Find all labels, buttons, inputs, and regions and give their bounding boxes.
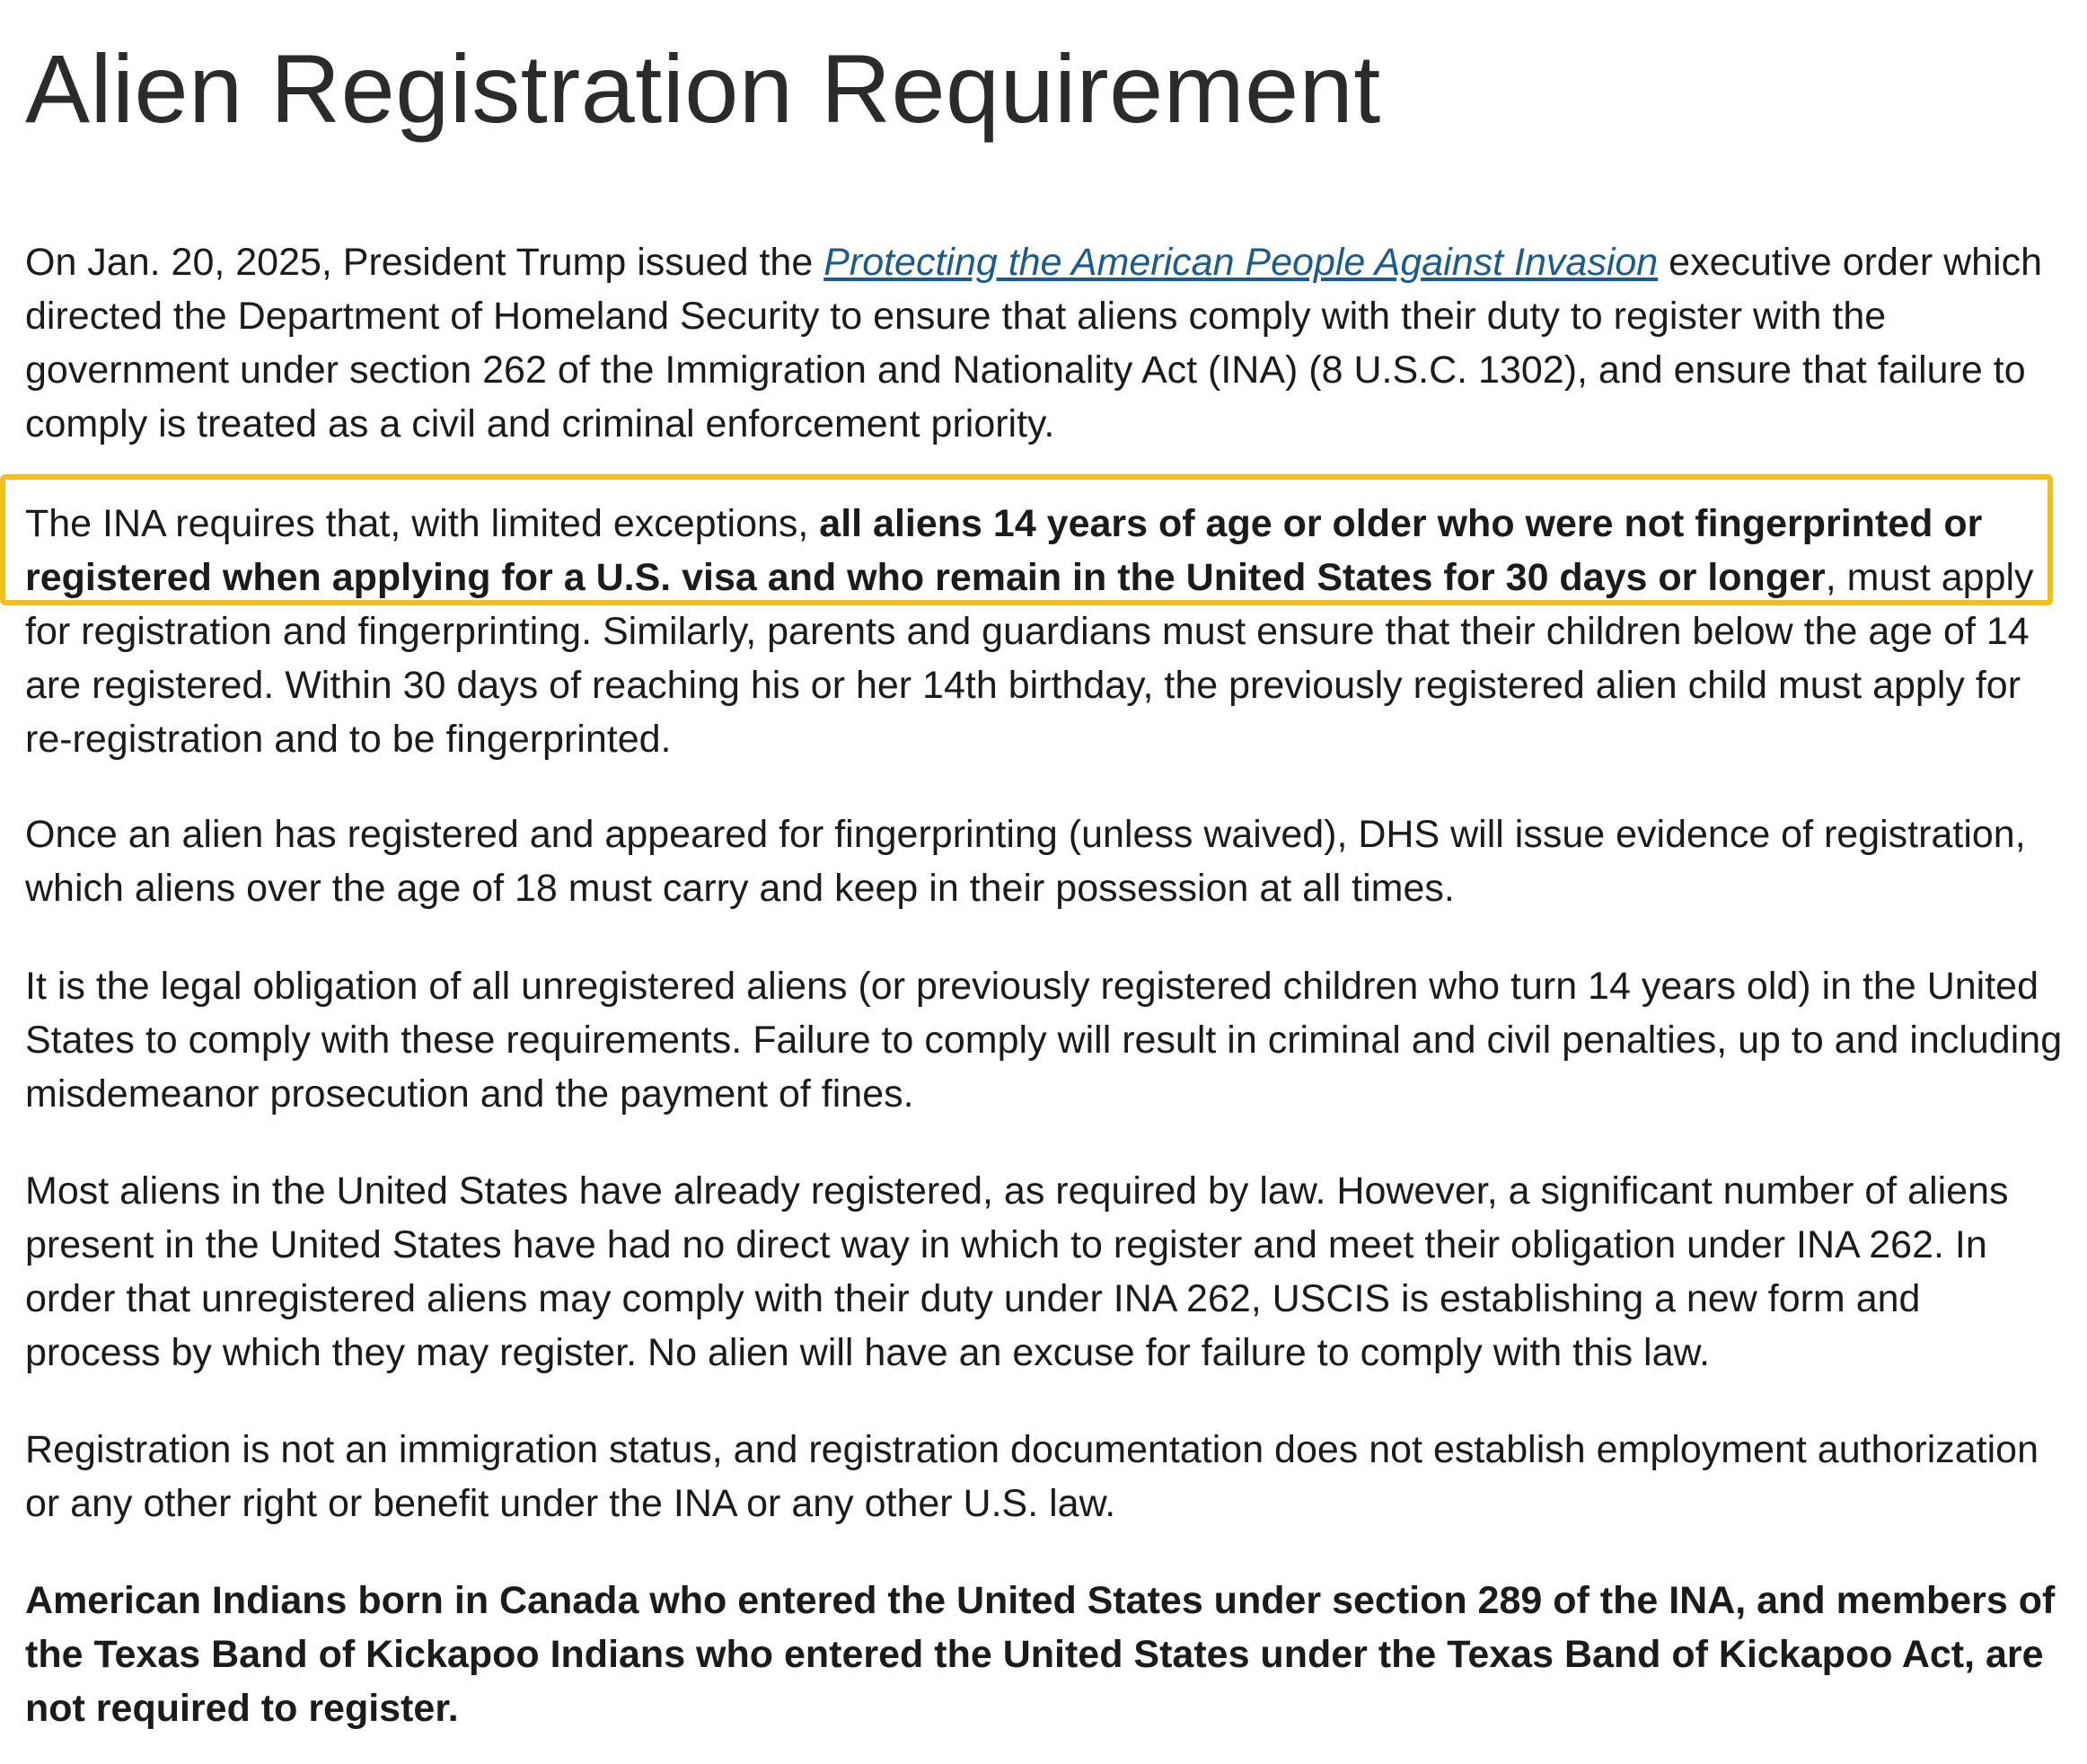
executive-order-link[interactable]: Protecting the American People Against Invasion — [823, 241, 1659, 284]
page-title: Alien Registration Requirement — [25, 34, 1381, 143]
paragraph-evidence: Once an alien has registered and appeared for fingerprinting (unless waived), DHS will issue evidence of registration, which aliens over the age of 18 must carry and keep in their possession at all times. — [25, 813, 2026, 910]
paragraph-text: executive order which directed the Department of Homeland Security to ensure that aliens comply with their duty to register with the government under section 262 of the Immigration and Nationality Act (INA) (8 U.S.C. 1302), and ensure that failure to comply is treated as a civil and criminal enforcement priority. — [25, 241, 2043, 445]
paragraph-executive-order — [25, 235, 2064, 451]
paragraph-exemptions: American Indians born in Canada who entered the United States under section 289 of the INA, and members of the Texas Band of Kickapoo Indians who entered the United States under the Texas Band of Kickapoo Act, are not required to register. — [25, 1579, 2056, 1730]
bold-requirement-text: all aliens 14 years of age or older who were not fingerprinted or registered when applying for a U.S. visa and who remain in the United States for 30 days or longer — [25, 502, 1983, 599]
paragraph-not-status: Registration is not an immigration status, and registration documentation does not establish employment authorization or any other right or benefit under the INA or any other U.S. law. — [25, 1428, 2039, 1525]
paragraph-text: , must apply for registration and fingerprinting. Similarly, parents and guardians must ensure that their children below the age of 14 are registered. Within 30 days of reaching his or her 14th birthday, the previously registered alien child must apply for re-registration and to be fingerprinted. — [25, 556, 2034, 761]
article-content — [25, 0, 2064, 1730]
paragraph-text: On Jan. 20, 2025, President Trump issued the — [25, 241, 824, 284]
highlight-annotation-box — [0, 474, 2053, 605]
paragraph-obligation: It is the legal obligation of all unregistered aliens (or previously registered children who turn 14 years old) in the United States to comply with these requirements. Failure to comply will result in criminal and civil penalties, up to and including misdemeanor prosecution and the payment of fines. — [25, 965, 2063, 1116]
paragraph-new-form: Most aliens in the United States have already registered, as required by law. However, a significant number of aliens present in the United States have had no direct way in which to register and meet their obligation under INA 262. In order that unregistered aliens may comply with their duty under INA 262, USCIS is establishing a new form and process by which they may register. No alien will have an excuse for failure to comply with this law. — [25, 1169, 2009, 1374]
paragraph-text: The INA requires that, with limited exceptions, — [25, 502, 820, 545]
